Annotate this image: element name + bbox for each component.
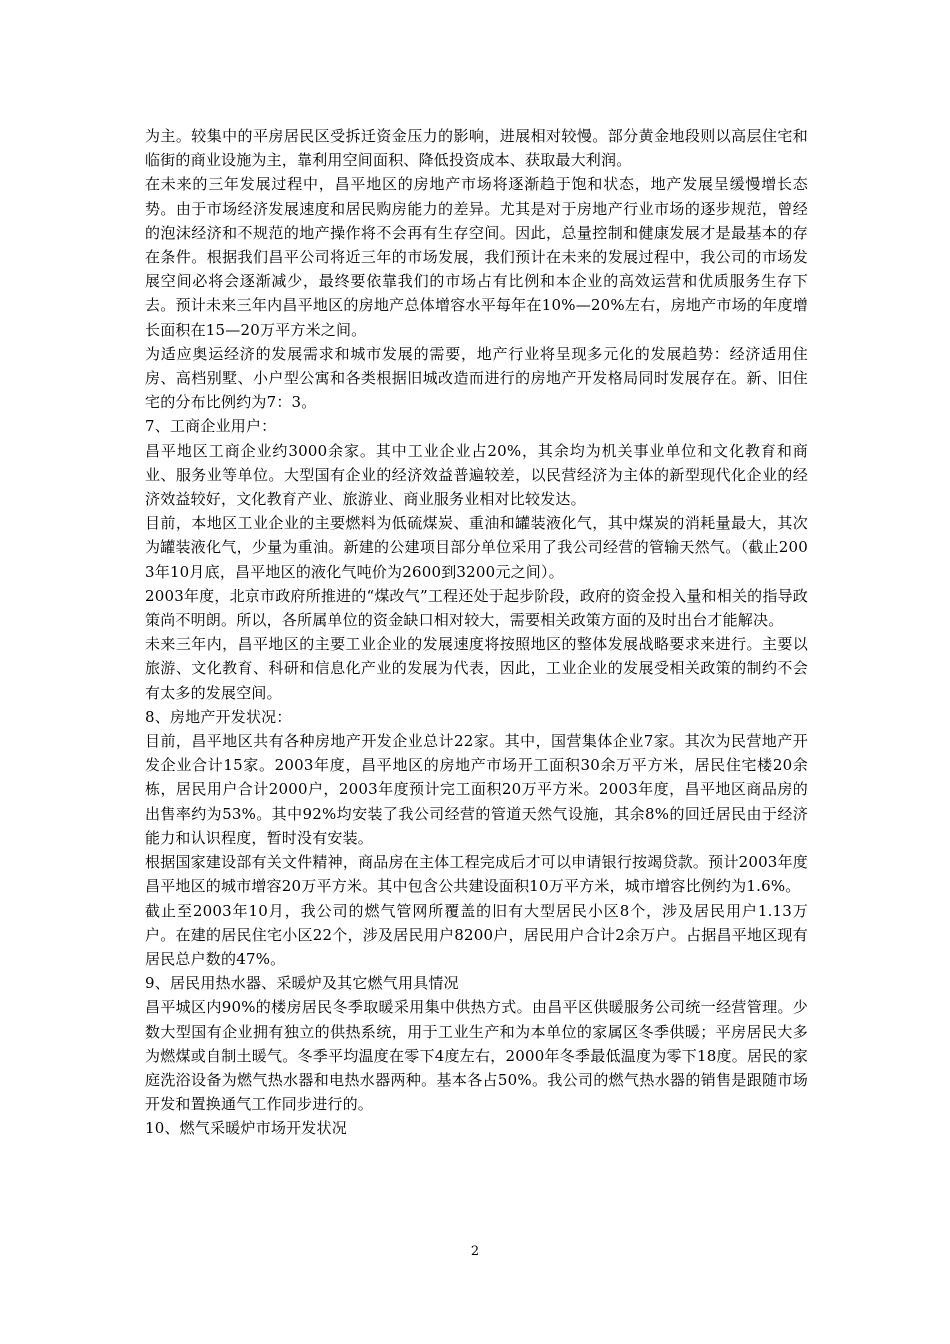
paragraph: 截止至2003年10月，我公司的燃气管网所覆盖的旧有大型居民小区8个，涉及居民用户1.13万户。在建的居民住宅小区22个，涉及居民用户8200户，居民用户合计2余万户。占据昌平地区现有居民总户数的47%。 [145,901,808,968]
paragraph: 未来三年内，昌平地区的主要工业企业的发展速度将按照地区的整体发展战略要求来进行。主要以旅游、文化教育、科研和信息化产业的发展为代表，因此，工业企业的发展受相关政策的制约不会有太多的发展空间。 [145,635,808,702]
paragraph: 2003年度，北京市政府所推进的“煤改气”工程还处于起步阶段，政府的资金投入量和相关的指导政策尚不明朗。所以，各所属单位的资金缺口相对较大，需要相关政策方面的及时出台才能解决。 [145,586,808,630]
section-heading: 7、工商企业用户： [145,417,277,436]
section-heading: 10、燃气采暖炉市场开发状况 [145,1119,347,1138]
section-heading: 9、居民用热水器、采暖炉及其它燃气用具情况 [145,974,459,993]
page-number: 2 [470,1244,480,1259]
paragraph: 昌平城区内90%的楼房居民冬季取暖采用集中供热方式。由昌平区供暖服务公司统一经营管理。少数大型国有企业拥有独立的供热系统，用于工业生产和为本单位的家属区冬季供暖；平房居民大多为燃煤或自制土暖气。冬季平均温度在零下4度左右，2000年冬季最低温度为零下18度。居民的家庭洗浴设备为燃气热水器和电热水器两种。基本各占50%。我公司的燃气热水器的销售是跟随市场开发和置换通气工作同步进行的。 [145,998,808,1114]
paragraph: 昌平地区工商企业约3000余家。其中工业企业占20%，其余均为机关事业单位和文化教育和商业、服务业等单位。大型国有企业的经济效益普遍较差，以民营经济为主体的新型现代化企业的经济效益较好，文化教育产业、旅游业、商业服务业相对比较发达。 [145,441,808,509]
paragraph: 为适应奥运经济的发展需求和城市发展的需要，地产行业将呈现多元化的发展趋势：经济适用住房、高档别墅、小户型公寓和各类根据旧城改造而进行的房地产开发格局同时发展存在。新、旧住宅的分布比例约为7：3。 [145,344,808,412]
paragraph: 为主。较集中的平房居民区受拆迁资金压力的影响，进展相对较慢。部分黄金地段则以高层住宅和临街的商业设施为主，靠利用空间面积、降低投资成本、获取最大利润。 [145,127,808,170]
section-heading: 8、房地产开发状况： [145,707,292,726]
document-body [145,124,808,1141]
paragraph: 根据国家建设部有关文件精神，商品房在主体工程完成后才可以申请银行按竭贷款。预计2003年度昌平地区的城市增容20万平方米。其中包含公共建设面积10万平方米，城市增容比例约为1.6%。 [145,853,808,896]
paragraph: 目前，昌平地区共有各种房地产开发企业总计22家。其中，国营集体企业7家。其次为民营地产开发企业合计15家。2003年度，昌平地区的房地产市场开工面积30余万平方米，居民住宅楼20余栋，居民用户合计2000户，2003年度预计完工面积20万平方米。2003年度，昌平地区商品房的出售率约为53%。其中92%均安装了我公司经营的管道天然气设施，其余8%的回迁居民由于经济能力和认识程度，暂时没有安装。 [145,732,808,847]
paragraph: 在未来的三年发展过程中，昌平地区的房地产市场将逐渐趋于饱和状态，地产发展呈缓慢增长态势。由于市场经济发展速度和居民购房能力的差异。尤其是对于房地产行业市场的逐步规范，曾经的泡沫经济和不规范的地产操作将不会再有生存空间。因此，总量控制和健康发展才是最基本的存在条件。根据我们昌平公司将近三年的市场发展，我们预计在未来的发展过程中，我公司的市场发展空间必将会逐渐减少，最终要依靠我们的市场占有比例和本企业的高效运营和优质服务生存下去。预计未来三年内昌平地区的房地产总体增容水平每年在10%—20%左右，房地产市场的年度增长面积在15—20万平方米之间。 [145,175,808,339]
paragraph: 目前，本地区工业企业的主要燃料为低硫煤炭、重油和罐装液化气，其中煤炭的消耗量最大，其次为罐装液化气，少量为重油。新建的公建项目部分单位采用了我公司经营的管输天然气。（截止2003年10月底，昌平地区的液化气吨价为2600到3200元之间）。 [145,514,808,581]
